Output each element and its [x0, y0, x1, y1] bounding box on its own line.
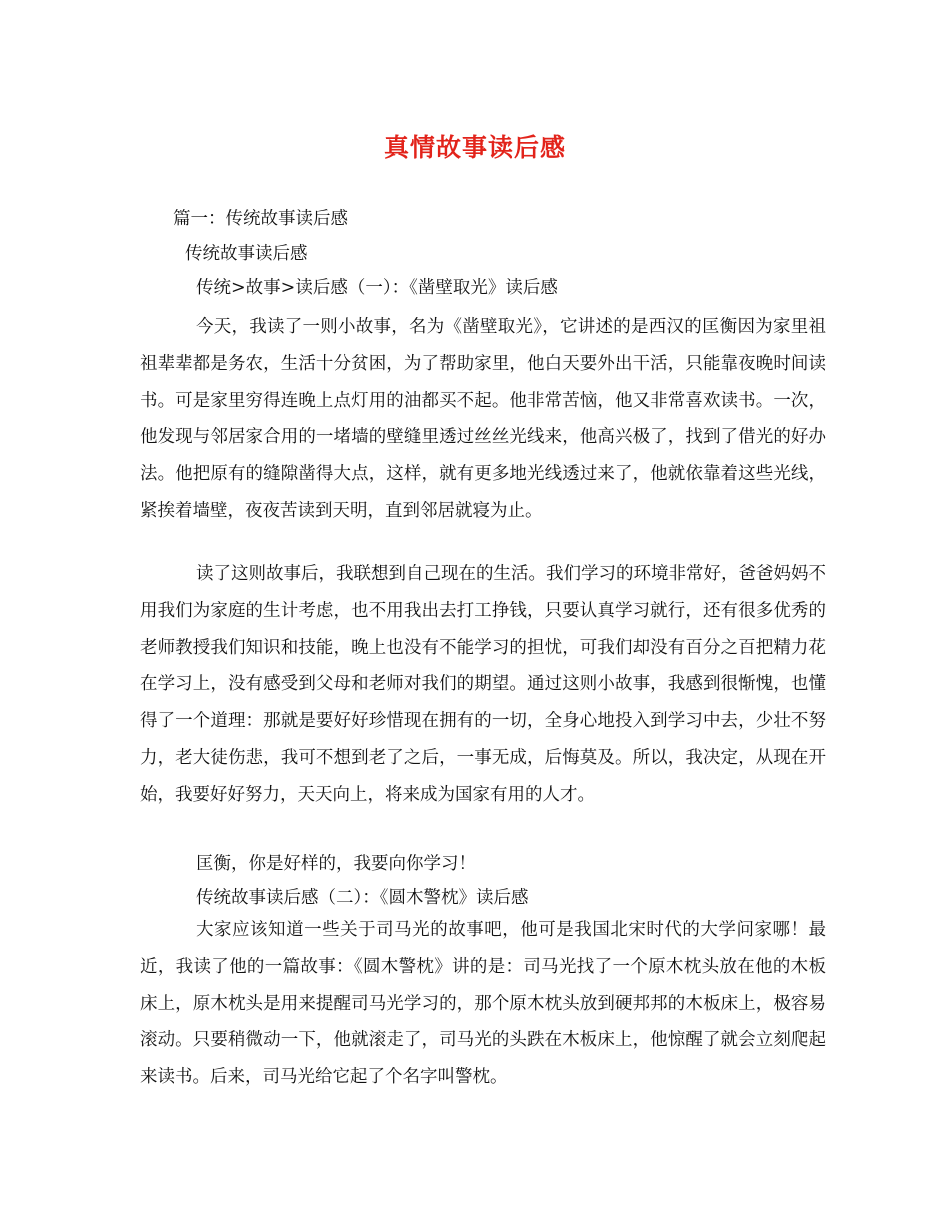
- subheading: 传统故事读后感: [185, 244, 308, 264]
- story2-heading: 传统故事读后感（二）：《圆木警枕》读后感: [196, 888, 529, 908]
- document-title: 真情故事读后感: [383, 133, 566, 162]
- story1-heading: 传统>故事>读后感（一）：《凿壁取光》读后感: [196, 278, 558, 298]
- story1-paragraph-2: 读了这则故事后，我联想到自己现在的生活。我们学习的环境非常好，爸爸妈妈不用我们为家庭的生计考虑，也不用我出去打工挣钱，只要认真学习就行，还有很多优秀的老师教授我们知识和技能，晚上也没有不能学习的担忧，可我们却没有百分之百把精力花在学习上，没有感受到父母和老师对我们的期望。通过这则小故事，我感到很惭愧，也懂得了一个道理：那就是要好好珍惜现在拥有的一切，全身心地投入到学习中去，少壮不努力，老大徒伤悲，我可不想到老了之后，一事无成，后悔莫及。所以，我决定，从现在开始，我要好好努力，天天向上，将来成为国家有用的人才。: [140, 564, 826, 805]
- story1-paragraph-1: 今天，我读了一则小故事，名为《凿壁取光》，它讲述的是西汉的匡衡因为家里祖祖辈辈都是务农，生活十分贫困，为了帮助家里，他白天要外出干活，只能靠夜晚时间读书。可是家里穷得连晚上点灯用的油都买不起。他非常苦恼，他又非常喜欢读书。一次，他发现与邻居家合用的一堵墙的壁缝里透过丝丝光线来，他高兴极了，找到了借光的好办法。他把原有的缝隙凿得大点，这样，就有更多地光线透过来了，他就依靠着这些光线，紧挨着墙壁，夜夜苦读到天明，直到邻居就寝为止。: [140, 317, 826, 521]
- story1-closing: 匡衡，你是好样的，我要向你学习！: [196, 854, 476, 874]
- story2-paragraph-1: 大家应该知道一些关于司马光的故事吧，他可是我国北宋时代的大学问家哪！最近，我读了他的一篇故事：《圆木警枕》讲的是：司马光找了一个原木枕头放在他的木板床上，原木枕头是用来提醒司马光学习的，那个原木枕头放到硬邦邦的木板床上，极容易滚动。只要稍微动一下，他就滚走了，司马光的头跌在木板床上，他惊醒了就会立刻爬起来读书。后来，司马光给它起了个名字叫警枕。: [140, 920, 826, 1088]
- section-heading: 篇一：传统故事读后感: [173, 209, 348, 229]
